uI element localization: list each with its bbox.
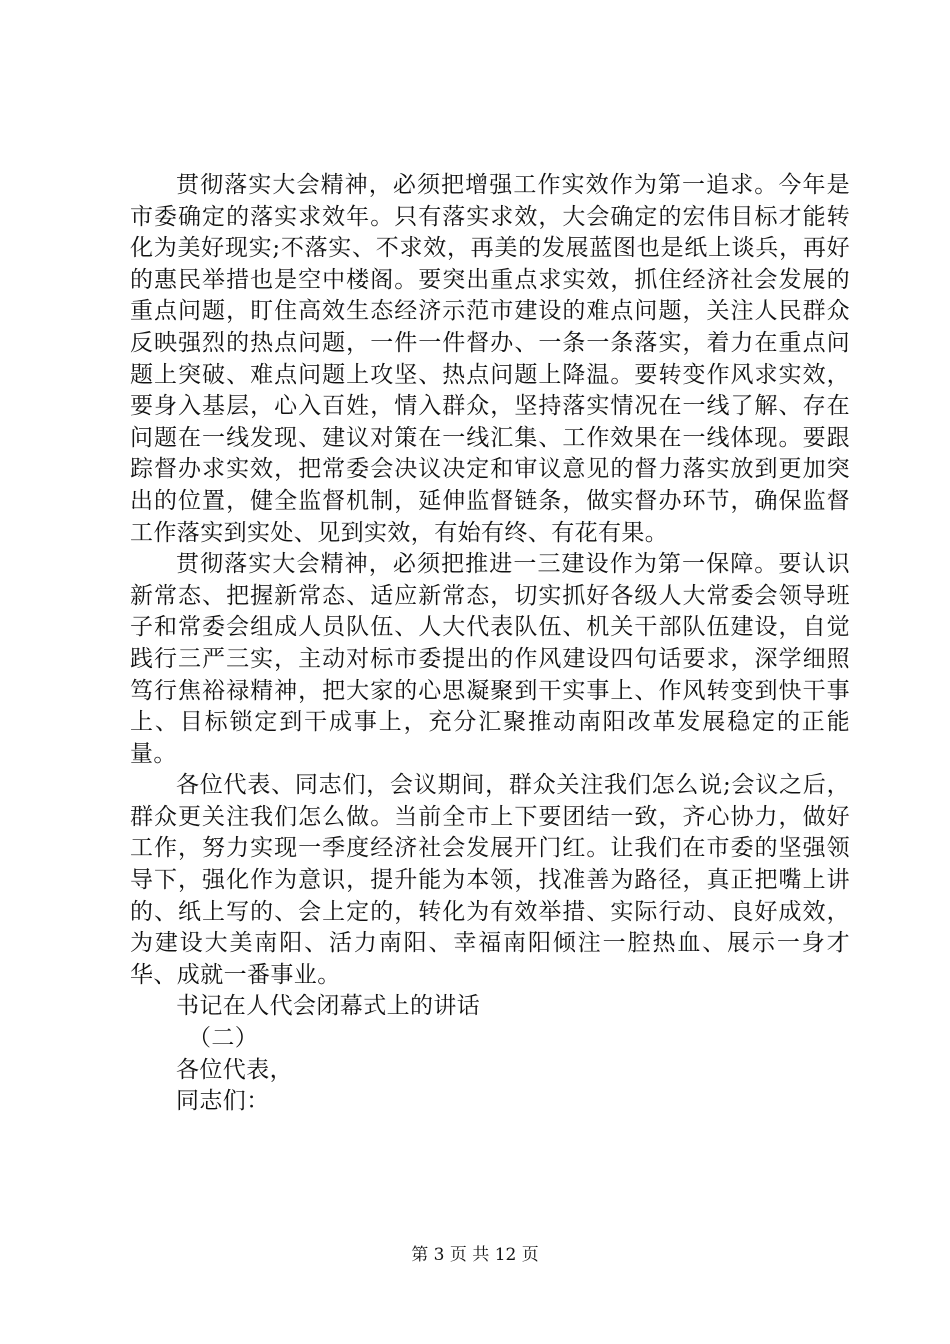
paragraph-3: 各位代表、同志们，会议期间，群众关注我们怎么说;会议之后，群众更关注我们怎么做。当前全市上下要团结一致，齐心协力，做好工作，努力实现一季度经济社会发展开门红。让我们在市委的坚强领导下，强化作为意识，提升能为本领，找准善为路径，真正把嘴上讲的、纸上写的、会上定的，转化为有效举措、实际行动、良好成效，为建设大美南阳、活力南阳、幸福南阳倾注一腔热血、展示一身才华、成就一番事业。: [130, 772, 850, 988]
salutation-comrades: 同志们：: [176, 1088, 270, 1115]
paragraph-2: 贯彻落实大会精神，必须把推进一三建设作为第一保障。要认识新常态、把握新常态、适应新常态，切实抓好各级人大常委会领导班子和常委会组成人员队伍、人大代表队伍、机关干部队伍建设，自觉践行三严三实，主动对标市委提出的作风建设四句话要求，深学细照笃行焦裕禄精神，把大家的心思凝聚到干实事上、作风转变到快干事上、目标锁定到干成事上，充分汇聚推动南阳改革发展稳定的正能量。: [130, 551, 850, 767]
paragraph-1: 贯彻落实大会精神，必须把增强工作实效作为第一追求。今年是市委确定的落实求效年。只有落实求效，大会确定的宏伟目标才能转化为美好现实;不落实、不求效，再美的发展蓝图也是纸上谈兵，再好的惠民举措也是空中楼阁。要突出重点求实效，抓住经济社会发展的重点问题，盯住高效生态经济示范市建设的难点问题，关注人民群众反映强烈的热点问题，一件一件督办、一条一条落实，着力在重点问题上突破、难点问题上攻坚、热点问题上降温。要转变作风求实效，要身入基层，心入百姓，情入群众，坚持落实情况在一线了解、存在问题在一线发现、建议对策在一线汇集、工作效果在一线体现。要跟踪督办求实效，把常委会决议决定和审议意见的督力落实放到更加突出的位置，健全监督机制，延伸监督链条，做实督办环节，确保监督工作落实到实处、见到实效，有始有终、有花有果。: [130, 172, 850, 546]
document-body: [130, 170, 850, 1118]
speech-part-number: （二）: [188, 1025, 259, 1052]
speech-title: 书记在人代会闭幕式上的讲话: [176, 993, 481, 1020]
page-footer: 第 3 页 共 12 页: [411, 1245, 539, 1265]
salutation-delegates: 各位代表，: [176, 1056, 293, 1083]
